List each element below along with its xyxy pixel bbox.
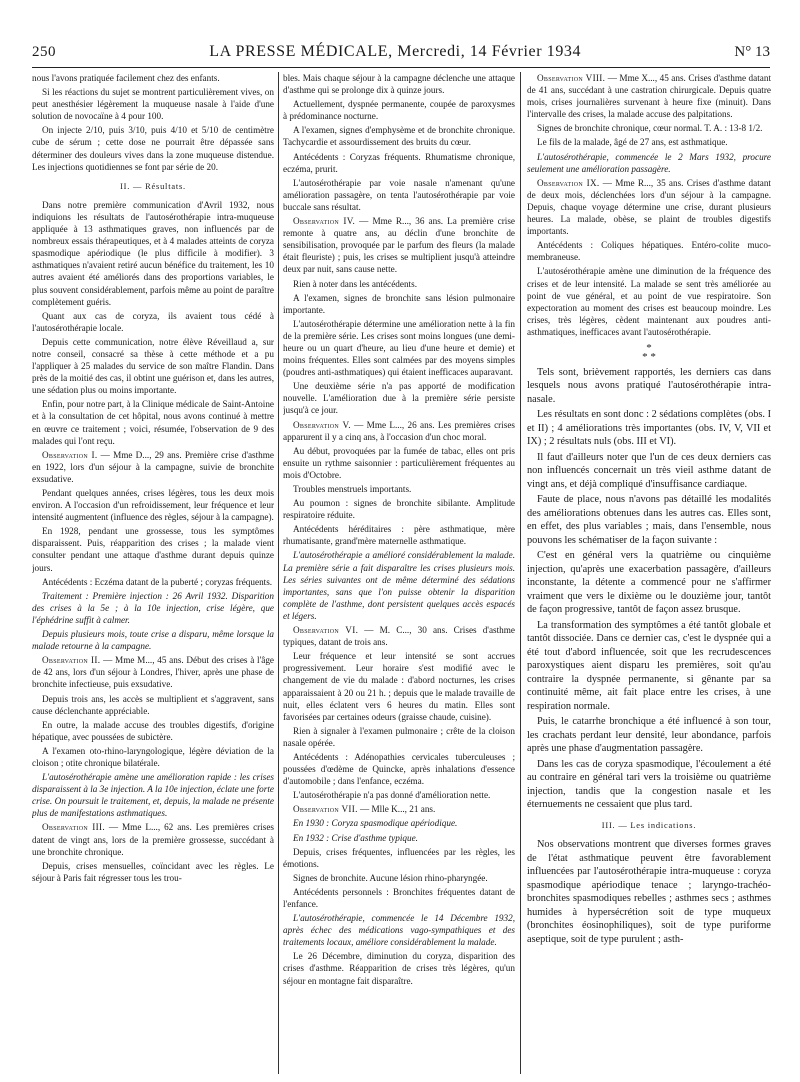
paragraph: bles. Mais chaque séjour à la campagne déclenche une attaque d'asthme qui se prolonge dix à quinze jours. [283,73,515,96]
paragraph: Une deuxième série n'a pas apporté de modification nouvelle. L'amélioration due à la première série persiste jusqu'à ce jour. [283,381,515,416]
paragraph: Rien à noter dans les antécédents. [293,278,417,289]
observation-text: — Mme R..., 36 ans. La première crise remonte à quatre ans, au déclin d'une bronchite de sensibilisation, provoquée par le parfum des fleurs (la malade était fleuriste) ; puis, les crises se multiplient jusqu'à atteindre deux par nuit, sans cause nette. [283,216,515,275]
observation-label: Observation IX. [537,177,600,188]
paragraph [283,549,515,622]
observation-label: Observation VI. [293,625,359,636]
paragraph: Antécédents héréditaires : père asthmatique, mère rhumatisante, grand'mère maternelle asthmatique. [283,524,515,547]
paragraph: En outre, la malade accuse des troubles digestifs, d'origine hépatique, avec poussées de subictère. [32,719,274,742]
paragraph: Enfin, pour notre part, à la Clinique médicale de Saint-Antoine et à la consultation de cet hôpital, nous avons continué à mettre en œuvre ce traitement ; voici, résumée, l'observation de 9 des malades qui l'ont reçu. [32,399,274,446]
column-middle [283,72,515,1074]
column-right [527,72,771,1074]
observation-label: Observation III. [42,822,105,833]
journal-title: LA PRESSE MÉDICALE, Mercredi, 14 Février 1934 [209,43,582,60]
paragraph: A l'examen, signes d'emphysème et de bronchite chronique. Tachycardie et assourdissement des bruits du cœur. [283,125,515,148]
paragraph [32,771,274,819]
issue-number: N° 13 [734,44,770,60]
page-header [32,43,770,65]
paragraph: Pendant quelques années, crises légères, tous les deux mois environ. A l'occasion d'un refroidissement, leur fréquence et leur intensité augmentent (influence des règles, séjour à la campagne). [32,488,274,523]
observation-text: — Mme X..., 45 ans. Crises d'asthme datant de 41 ans, succédant à une castration chirurgicale. Depuis quatre mois, crises journalières survenant à heure fixe (minuit). Dans l'intervalle des crises, la malade accuse des palpitations. [527,73,771,120]
paragraph: Antécédents : Coliques hépatiques. Entéro-colite muco-membraneuse. [527,240,771,263]
star-glyph: * * [642,350,656,363]
paragraph: Au début, provoquées par la fumée de tabac, elles ont pris ensuite un rythme saisonnier : particulièrement fréquentes au mois d'Octobre. [283,445,515,480]
paragraph: Tels sont, brièvement rapportés, les derniers cas dans lesquels nous avons pratiqué l'autosérothérapie intra-nasale. [527,366,771,405]
paragraph: Leur fréquence et leur intensité se sont accrues progressivement. Leur horaire s'est modifié avec le changement de vie du malade : d'abord nocturnes, les crises apparaissaient à 20 ou 21 h. ; depuis que le malade travaille de nuit, elles éclatent vers 6 heures du matin. Elles sont favorisées par certaines odeurs (graisse chaude, cuisine). [283,651,515,722]
paragraph: Si les réactions du sujet se montrent particulièrement vives, on peut anesthésier légèrement la muqueuse nasale à l'aide d'une solution de novocaïne à 4 pour 100. [32,87,274,122]
paragraph: Il faut d'ailleurs noter que l'un de ces deux derniers cas non influencés concernait un très vieil asthme datant de vingt ans, et déjà compliqué d'insuffisance cardiaque. [527,451,771,490]
paragraph [527,151,771,175]
observation-label: Observation V. [293,419,351,430]
paragraph: Quant aux cas de coryza, ils avaient tous cédé à l'autosérothérapie locale. [32,310,274,333]
italic-text: En 1930 : Coryza spasmodique apériodique. [293,818,458,829]
column-divider [520,72,521,1074]
italic-text: L'autosérothérapie amène une amélioration rapide : les crises disparaissent à la 3e injection. A la 10e injection, éclate une forte crise. On poursuit le traitement, et, depuis, la malade ne présente plus de manifestations asthmatiques. [32,772,274,819]
observation-2 [32,654,274,690]
paragraph: Dans les cas de coryza spasmodique, l'écoulement a été au contraire en général tari vers la troisième ou quatrième injection, tandis que la congestion nasale et les éternuements ne cessaient que plus tard. [527,758,771,811]
observation-text: — Mme L..., 26 ans. Les premières crises apparurent il y a cinq ans, à l'occasion d'un choc moral. [283,419,515,442]
observation-4 [283,215,515,275]
paragraph: L'autosérothérapie amène une diminution de la fréquence des crises et de leur intensité. La malade se sent très améliorée au point de vue général, et au point de vue respiratoire. Son expectoration au moment des crises est beaucoup moindre. Les crises, très légères, cèdent maintenant aux poudres anti-asthmatiques, inefficaces avant l'autosérothérapie. [527,266,771,337]
observation-label: Observation VII. [293,804,358,815]
paragraph: Depuis cette communication, notre élève Réveillaud a, sur notre conseil, consacré sa thèse à cette méthode et a pu l'appliquer à 25 malades du service de son maître Flandin. Dans près de la moitié des cas, il obtint une guérison et, dans les autres, une sédation plus ou moins importante. [32,336,274,396]
header-rule [32,67,770,68]
italic-text: L'autosérothérapie, commencée le 14 Décembre 1932, après échec des médications vago-sympathiques et des traitements locaux, améliore considérablement la malade. [283,913,515,948]
observation-9 [527,177,771,237]
column-divider [278,72,279,1074]
paragraph: Depuis, crises mensuelles, coïncidant avec les règles. Le séjour à Paris fait régresser tous les trou- [32,860,274,883]
paragraph: nous l'avons pratiquée facilement chez des enfants. [32,73,220,83]
paragraph: A l'examen oto-rhino-laryngologique, légère déviation de la cloison ; otite chronique bilatérale. [32,745,274,768]
paragraph: Le fils de la malade, âgé de 27 ans, est asthmatique. [537,137,728,148]
observation-text: — Mme D..., 29 ans. Première crise d'asthme en 1922, lors d'un séjour à la campagne, suivie de bronchite exsudative. [32,449,274,484]
paragraph: Rien à signaler à l'examen pulmonaire ; crête de la cloison nasale opérée. [283,725,515,748]
paragraph: Dans notre première communication d'Avril 1932, nous indiquions les résultats de l'autosérothérapie intra-muqueuse appliquée à 13 asthmatiques graves, non influencés par de nombreux essais thérapeutiques, et à 4 malades atteints de coryza spasmodique apériodique (le plus difficile à modifier). 3 asthmatiques n'avaient retiré aucun bénéfice du traitement, les 10 autres avaient été améliorés dans des proportions variables, le plus souvent considérablement, parfois même au point de paraître complètement guéris. [32,199,274,307]
observation-label: Observation II. [42,655,101,666]
paragraph: L'autosérothérapie n'a pas donné d'amélioration nette. [293,790,491,801]
paragraph: Antécédents : Adénopathies cervicales tuberculeuses ; poussées d'œdème de Quincke, après inhalations d'essence d'automobile ; dans l'enfance, eczéma. [283,751,515,787]
paragraph: Depuis, crises fréquentes, influencées par les règles, les émotions. [283,846,515,869]
observation-label: Observation IV. [293,216,356,227]
observation-7 [283,803,515,815]
paragraph: Depuis trois ans, les accès se multiplient et s'aggravent, sans cause déclenchante appréciable. [32,693,274,716]
observation-label: Observation I. [42,449,98,460]
observation-8 [527,72,771,120]
paragraph: Antécédents : Coryzas fréquents. Rhumatisme chronique, eczéma, prurit. [283,151,515,174]
observation-label: Observation VIII. [537,73,606,83]
observation-text: — M. C..., 30 ans. Crises d'asthme typiques, datant de trois ans. [283,625,515,648]
paragraph: A l'examen, signes de bronchite sans lésion pulmonaire importante. [283,292,515,315]
paragraph: Le 26 Décembre, diminution du coryza, disparition des crises d'asthme. Réapparition de crises très légères, qu'un séjour en montagne fait disparaître. [283,951,515,986]
paragraph [283,912,515,948]
paragraph: Nos observations montrent que diverses formes graves de l'état asthmatique peuvent être favorablement influencées par l'autosérothérapie intra-muqueuse : coryza spasmodique apériodique tenace ; laryngo-trachéo-bronchites spasmodiques rebelles ; asthmes secs ; asthmes humides à hypersécrétion soit de type muqueux (bronchites éosinophiliques), soit de type puriforme aseptique, soit de type purulent ; asth- [527,839,771,945]
paragraph: On injecte 2/10, puis 3/10, puis 4/10 et 5/10 de centimètre cube de sérum ; cette dose ne pourrait être dépassée sans déterminer des douleurs vives dans la zone muqueuse distendue. Les injections quotidiennes se font par série de 20. [32,125,274,172]
paragraph: Troubles menstruels importants. [293,484,412,494]
paragraph: Actuellement, dyspnée permanente, coupée de paroxysmes à prédominance nocturne. [283,99,515,122]
italic-text: En 1932 : Crise d'asthme typique. [293,832,418,843]
paragraph: Au poumon : signes de bronchite sibilante. Amplitude respiratoire réduite. [283,498,515,521]
paragraph: L'autosérothérapie détermine une amélioration nette à la fin de la première série. Les crises sont moins longues (une demi-heure ou un quart d'heure, au lieu d'une heure et demie) et moins fréquentes. Elles sont calmées par des moyens simples (poudres anti-asthmatiques) qui étaient inefficaces auparavant. [283,318,515,378]
observation-text: — Mme R..., 35 ans. Crises d'asthme datant de deux mois, déclenchées lors d'un séjour à la campagne. Depuis, chaque voyage détermine une crise, durant plusieurs heures. La malade, obèse, se plaint de troubles digestifs importants. [527,177,771,237]
star-glyph: * [646,341,652,354]
column-left [32,72,274,1074]
section-separator-stars [527,341,771,363]
paragraph: Signes de bronchite chronique, cœur normal. T. A. : 13-8 1/2. [537,123,763,134]
observation-text: — Mlle K..., 21 ans. [357,804,436,815]
paragraph: Antécédents : Eczéma datant de la puberté ; coryzas fréquents. [42,576,273,587]
paragraph: Faute de place, nous n'avons pas détaillé les modalités des améliorations obtenues dans les autres cas. Elles sont, en effet, des plus variables ; mais, dans l'ensemble, nous pouvons les schématiser de la façon suivante : [527,494,771,546]
paragraph [32,590,274,626]
italic-text: L'autosérothérapie, commencée le 2 Mars 1932, procure seulement une amélioration passagère. [527,151,771,174]
paragraph: Signes de bronchite. Aucune lésion rhino-pharyngée. [293,872,488,883]
section-heading: II. — Résultats. [120,181,186,191]
paragraph: En 1928, pendant une grossesse, tous les symptômes disparaissent. Puis, réapparition des crises ; la malade vient consulter pendant une attaque d'asthme durant depuis quinze jours. [32,526,274,573]
paragraph [283,817,515,829]
paragraph: Antécédents personnels : Bronchites fréquentes datant de l'enfance. [283,886,515,909]
observation-6 [283,624,515,648]
observation-text: — Mme M..., 45 ans. Début des crises à l'âge de 42 ans, lors d'un séjour à Londres, l'hiver, après une phase de bronchite infectieuse, puis exsudative. [32,655,274,690]
paragraph: C'est en général vers la quatrième ou cinquième injection, qu'après une exacerbation passagère, d'ailleurs inconstante, la détente a commencé pour ne s'affirmer vraiment que vers le dixième ou le douzième jour, tantôt de façon progressive, tantôt de façon assez brusque. [527,550,771,616]
observation-1 [32,449,274,485]
paragraph: La transformation des symptômes a été tantôt globale et tantôt dissociée. Dans ce dernier cas, c'est le dyspnée qui a été tout d'abord influencée, soit que les recrudescences paroxystiques aient disparu les premières, soit qu'au contraire la dyspnée permanente, si gênante par sa continuité même, ait fait place entre les crises, à une respiration normale. [527,619,771,712]
observation-text: — Mme L..., 62 ans. Les premières crises datent de vingt ans, lors de la première grossesse, succédant à une bronchite chronique. [32,822,274,857]
section-heading: III. — Les indications. [601,820,697,830]
observation-3 [32,821,274,857]
observation-5 [283,419,515,443]
italic-text: Depuis plusieurs mois, toute crise a disparu, même lorsque la malade retourne à la campagne. [32,629,274,652]
paragraph [32,628,274,652]
italic-text: L'autosérothérapie a amélioré considérablement la malade. La première série a fait disparaître les crises plusieurs mois. Les séries suivantes ont de même déterminé des sédations importantes, sans que l'on puisse obtenir la disparition complète de l'asthme, dont persistent quelques accès espacés et légers. [283,550,515,621]
italic-text: Traitement : Première injection : 26 Avril 1932. Disparition des crises à la 5e ; à la 10e injection, crise légère, que l'éphédrine suffit à calmer. [32,590,274,625]
page-number: 250 [32,44,56,60]
paragraph: Les résultats en sont donc : 2 sédations complètes (obs. I et II) ; 4 améliorations très importantes (obs. IV, V, VII et IX) ; 2 résultats nuls (obs. III et VI). [527,409,771,448]
paragraph: L'autosérothérapie par voie nasale n'amenant qu'une amélioration passagère, on tenta l'autosérothérapie par voie buccale sans résultat. [283,177,515,212]
paragraph [283,832,515,844]
discussion-block [527,366,771,946]
paragraph: Puis, le catarrhe bronchique a été influencé à son tour, les crachats perdant leur densité, leur abondance, parfois après une phase d'augmentation passagère. [527,716,771,755]
